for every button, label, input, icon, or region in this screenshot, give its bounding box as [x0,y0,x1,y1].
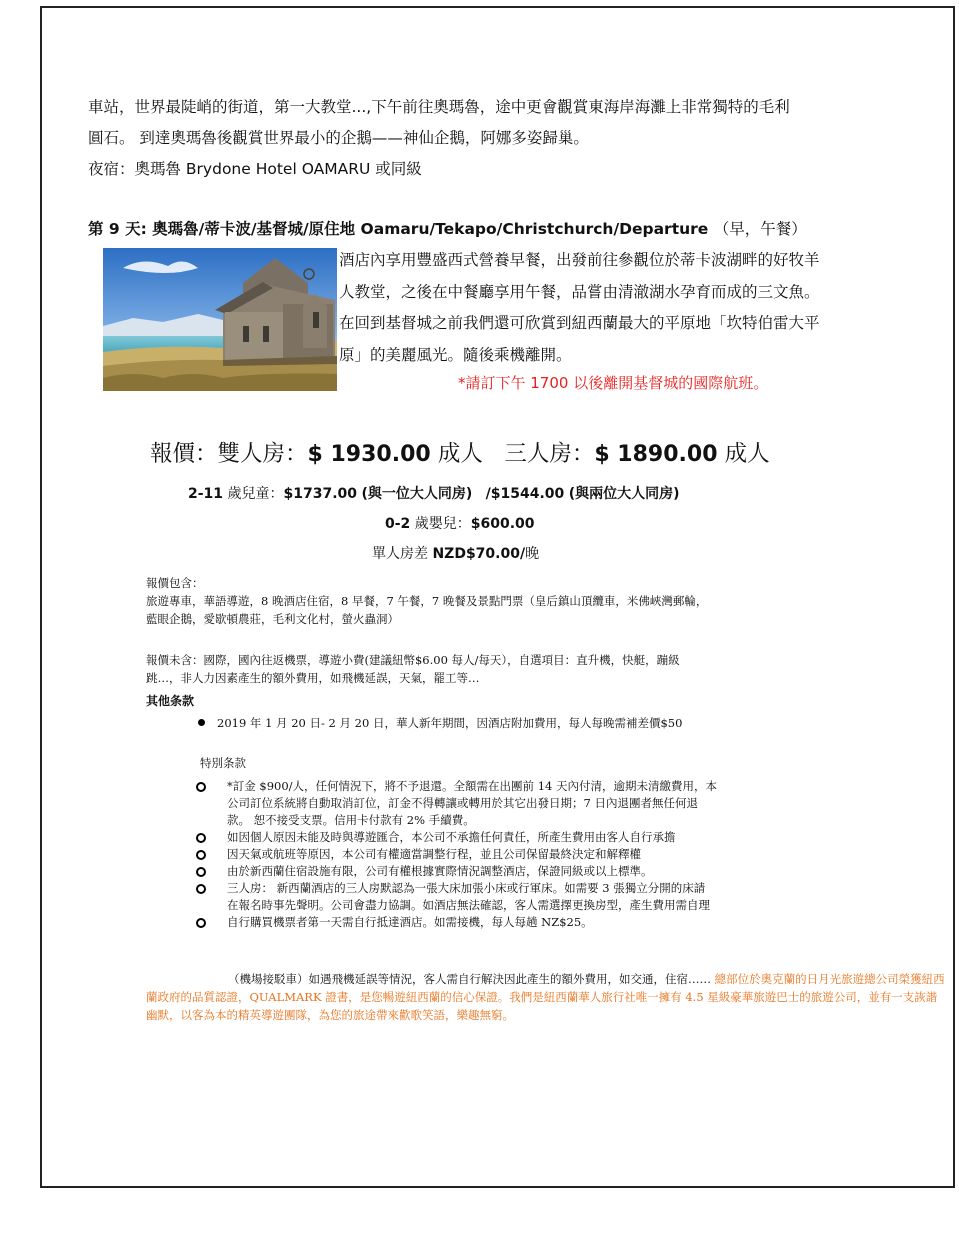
quote-label: 報價：雙人房： [150,441,308,467]
airport-pickup-term: 自行購買機票者第一天需自行抵達酒店。如需接機，每人每趟 NZ$25。 [227,915,593,929]
child-age-range: 2-11 [188,486,224,502]
church-photo [103,248,337,391]
ring-bullet-icon [196,782,206,792]
ring-bullet-icon [196,850,206,860]
deposit-term-line-3: 款。 恕不接受支票。信用卡付款有 2% 手續費。 [227,813,475,827]
day9-meals: （早，午餐） [713,220,807,238]
list-item [196,863,856,880]
child-price-2: /$1544.00 [485,486,565,502]
price-quote [150,436,770,468]
day9-heading [88,217,928,239]
deposit-term-line-1: *訂金 $900/人，任何情況下，將不予退還。全額需在出團前 14 天內付清，逾期未清繳費用，本 [227,779,717,793]
day9-desc-line-4: 原」的美麗風光。隨後乘機離開。 [339,345,572,364]
flight-notice: *請訂下午 1700 以後離開基督城的國際航班。 [458,374,769,392]
list-item [196,914,856,931]
triple-room-term [227,880,847,914]
single-supplement [372,543,539,563]
child-price-1: $1737.00 [283,486,358,502]
inclusions-line-1: 旅遊專車，華語導遊，8 晚酒店住宿，8 早餐，7 午餐，7 晚餐及景點門票（皇后鎮山頂纜車，米佛峽灣郵輪， [146,594,708,608]
child-note-2: (與兩位大人同房) [568,486,680,502]
infant-price [385,513,535,533]
special-terms-list [196,778,856,931]
day9-desc-line-3: 在回到基督城之前我們還可欣賞到紐西蘭最大的平原地「坎特伯雷大平 [339,314,820,332]
single-label: 單人房差 [372,546,428,562]
triple-room-term-line-1: 三人房： 新西蘭酒店的三人房默認為一張大床加張小床或行軍床。如需要 3 張獨立分開的床請 [227,881,706,895]
infant-age-range: 0-2 [385,516,411,532]
itinerary-change-term: 因天氣或航班等原因，本公司有權適當調整行程，並且公司保留最終決定和解釋權 [227,847,641,861]
day9-desc-line-2: 人教堂，之後在中餐廳享用午餐，品嘗由清澈湖水孕育而成的三文魚。 [339,282,820,301]
bullet-dot-icon [198,719,205,726]
deposit-term-line-2: 公司訂位系統將自動取消訂位，訂金不得轉讓或轉用於其它出發日期；7 日內退團者無任何退 [227,796,698,810]
per-adult-label: 成人 [437,441,483,467]
company-promo-text: 總部位於奧克蘭的日月光旅遊總公司榮獲紐西蘭政府的品質認證，QUALMARK 證書，是您暢遊紐西蘭的信心保證。我們是紐西蘭華人旅行社唯一擁有 4.5 星級豪華旅遊巴士的旅遊公司，並有一支詼諧幽默，以客為本的精英導遊團隊，為您的旅途帶來歡歌笑語，樂趣無窮。 [146,972,945,1022]
intro-line-2: 圓石。 到達奧瑪魯後觀賞世界最小的企鵝——神仙企鵝，阿娜多姿歸巢。 [88,129,589,147]
exclusions-line-1: 報價未含：國際，國內往返機票，導遊小費(建議紐幣$6.00 每人/每天），自選項目：直升機，快艇，蹦級 [146,653,680,667]
day9-desc-line-1: 酒店內享用豐盛西式營養早餐，出發前往參觀位於蒂卡波湖畔的好牧羊 [339,251,820,269]
hotel-adjust-term: 由於新西蘭住宿設施有限，公司有權根據實際情況調整酒店，保證同級或以上標準。 [227,864,653,878]
airport-shuttle-note [146,970,946,1024]
late-arrival-term: 如因個人原因未能及時與導遊匯合，本公司不承擔任何責任，所產生費用由客人自行承擔 [227,830,676,844]
day9-description [339,245,909,371]
triple-room-price: $ 1890.00 [594,442,718,467]
day9-title: 第 9 天: 奧瑪魯/蒂卡波/基督城/原住地 Oamaru/Tekapo/Christchurch/Departure [88,220,709,238]
intro-overnight: 夜宿：奧瑪魯 Brydone Hotel OAMARU 或同級 [88,160,422,178]
infant-price-value: $600.00 [470,516,535,532]
inclusions-line-2: 藍眼企鵝，愛歇頓農莊，毛利文化村，螢火蟲洞） [146,612,399,626]
triple-room-term-line-2: 在報名時事先聲明。公司會盡力協調。如酒店無法確認，客人需選擇更換房型，產生費用需自理 [227,898,710,912]
child-note-1: (與一位大人同房) [361,486,473,502]
new-year-surcharge [196,714,936,732]
inclusions-body [146,592,906,628]
list-item [196,880,856,914]
special-terms-heading: 特別条款 [200,756,246,770]
deposit-term [227,778,847,829]
inclusions-heading: 報價包含： [146,576,204,590]
list-item [196,778,856,829]
infant-label: 歲嬰兒： [414,516,471,532]
ring-bullet-icon [196,918,206,928]
other-terms-heading: 其他条款 [146,694,195,708]
church-photo-image [103,248,337,391]
child-price [188,483,680,503]
double-room-price: $ 1930.00 [307,442,431,467]
shuttle-delay-text: （機場接駁車）如遇飛機延誤等情況，客人需自行解決因此產生的額外費用，如交通，住宿…… [228,972,711,986]
intro-line-1: 車站，世界最陡峭的街道，第一大教堂...,下午前往奧瑪魯，途中更會觀賞東海岸海灘上非常獨特的毛利 [88,98,790,116]
single-price: NZD$70.00/ [432,546,526,562]
ring-bullet-icon [196,884,206,894]
child-label: 歲兒童： [227,486,284,502]
list-item [196,846,856,863]
ring-bullet-icon [196,833,206,843]
list-item [196,829,856,846]
new-year-surcharge-text: 2019 年 1 月 20 日- 2 月 20 日，華人新年期間，因酒店附加費用，每人每晚需補差價$50 [217,716,683,730]
exclusions-body [146,651,906,687]
exclusions-line-2: 跳…，非人力因素產生的額外費用，如飛機延誤，天氣，罷工等… [146,671,480,685]
itinerary-intro [88,92,908,185]
per-adult-label: 成人 [724,441,770,467]
ring-bullet-icon [196,867,206,877]
triple-room-label: 三人房： [504,441,595,467]
single-unit: 晚 [525,546,540,562]
